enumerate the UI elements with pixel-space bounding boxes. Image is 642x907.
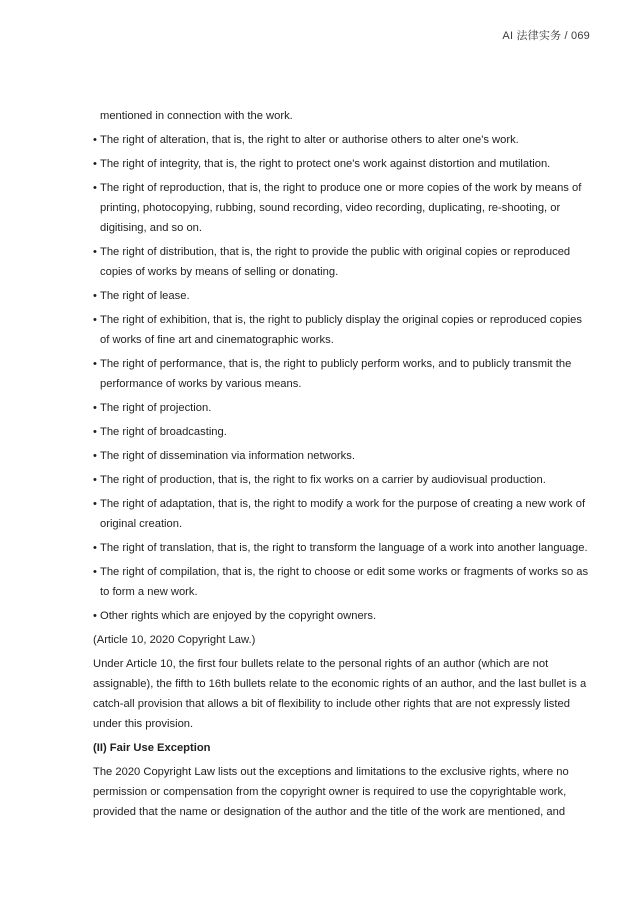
- list-item: • Other rights which are enjoyed by the copyright owners.: [93, 606, 589, 626]
- paragraph-article-10: Under Article 10, the first four bullets relate to the personal rights of an author (which are not assignable), the fifth to 16th bullets relate to the economic rights of an author, and the last bullet is a catch-all provision that allows a bit of flexibility to include other rights that are not expressly listed under this provision.: [93, 658, 587, 730]
- list-item: • The right of exhibition, that is, the right to publicly display the original copies or reproduced copies of works of fine art and cinematographic works.: [93, 310, 589, 350]
- continued-line: mentioned in connection with the work.: [100, 110, 293, 122]
- rights-list: [93, 130, 589, 626]
- list-item: • The right of distribution, that is, the right to provide the public with original copies or reproduced copies of works by means of selling or donating.: [93, 242, 589, 282]
- list-item: • The right of reproduction, that is, the right to produce one or more copies of the work by means of printing, photocopying, rubbing, sound recording, video recording, duplicating, re-shooting, or digitising, and so on.: [93, 178, 589, 238]
- list-item: • The right of integrity, that is, the right to protect one's work against distortion and mutilation.: [93, 154, 589, 174]
- list-item: • The right of broadcasting.: [93, 422, 589, 442]
- list-item: • The right of projection.: [93, 398, 589, 418]
- paragraph-fair-use: The 2020 Copyright Law lists out the exceptions and limitations to the exclusive rights, where no permission or compensation from the copyright owner is required to use the copyrightable work, provided that the name or designation of the author and the title of the work are mentioned, and: [93, 766, 569, 818]
- list-item: • The right of lease.: [93, 286, 589, 306]
- list-item: • The right of adaptation, that is, the right to modify a work for the purpose of creating a new work of original creation.: [93, 494, 589, 534]
- list-item: • The right of compilation, that is, the right to choose or edit some works or fragments of works so as to form a new work.: [93, 562, 589, 602]
- running-header: AI 法律实务 / 069: [502, 30, 590, 42]
- page-body: [93, 106, 589, 826]
- list-item: • The right of performance, that is, the right to publicly perform works, and to publicly transmit the performance of works by various means.: [93, 354, 589, 394]
- citation: (Article 10, 2020 Copyright Law.): [93, 634, 256, 646]
- list-item: • The right of alteration, that is, the right to alter or authorise others to alter one's work.: [93, 130, 589, 150]
- section-heading: (II) Fair Use Exception: [93, 742, 211, 754]
- list-item: • The right of production, that is, the right to fix works on a carrier by audiovisual production.: [93, 470, 589, 490]
- list-item: • The right of translation, that is, the right to transform the language of a work into another language.: [93, 538, 589, 558]
- list-item: • The right of dissemination via information networks.: [93, 446, 589, 466]
